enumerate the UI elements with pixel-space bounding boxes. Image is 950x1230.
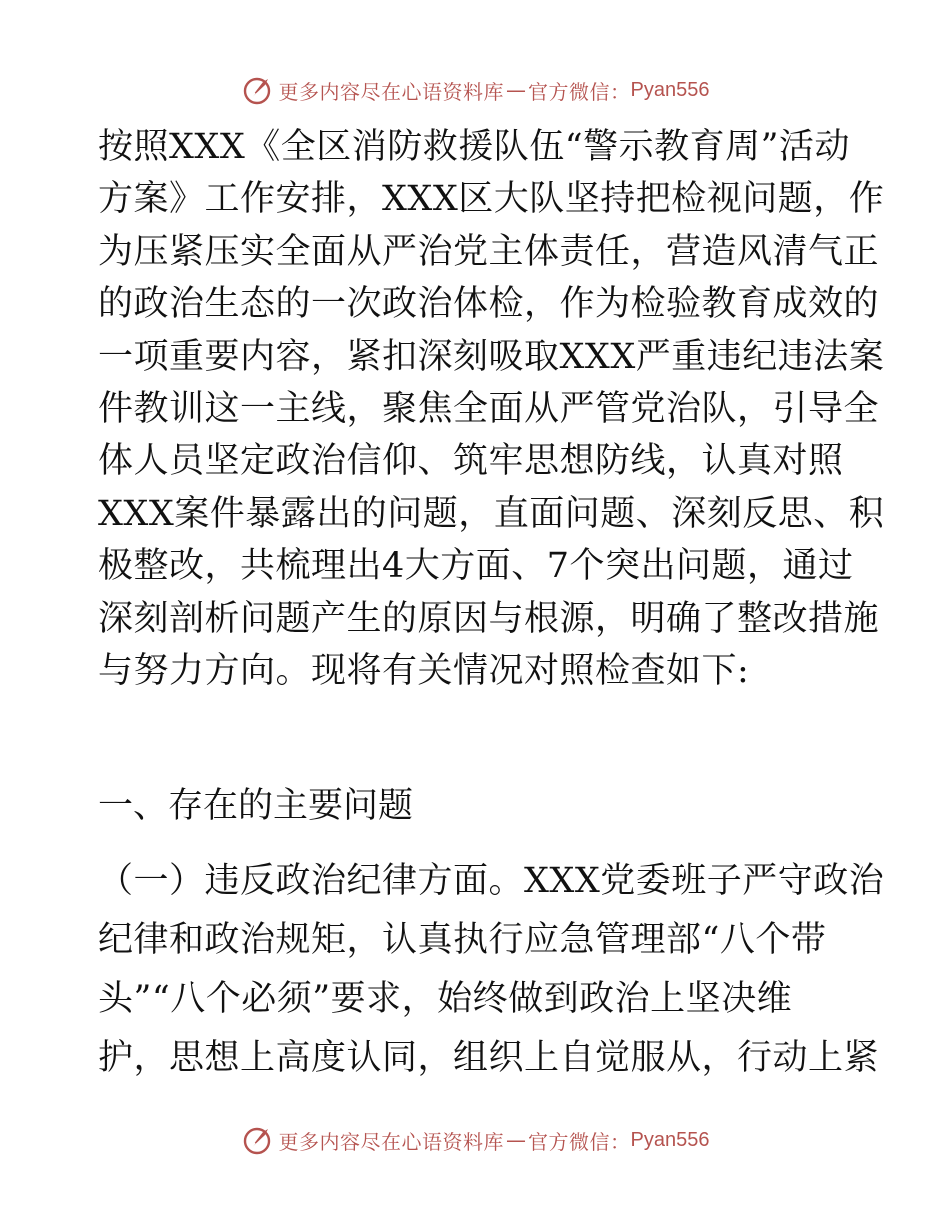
paragraph-line: 按照XXX《全区消防救援队伍“警示教育周”活动 (98, 127, 851, 167)
paragraph-line: 深刻剖析问题产生的原因与根源，明确了整改措施 (98, 598, 880, 639)
watermark-handle: Pyan556 (630, 78, 710, 101)
paragraph-line: 头”“八个必须”要求，始终做到政治上坚决维 (98, 979, 793, 1019)
section-heading: 一、存在的主要问题 (98, 786, 414, 826)
watermark-handle: Pyan556 (630, 1128, 710, 1151)
quill-logo-icon (241, 1123, 275, 1157)
paragraph-line: 的政治生态的一次政治体检，作为检验教育成效的 (98, 284, 880, 325)
header-watermark (0, 70, 950, 110)
watermark-separator: — (506, 78, 527, 102)
paragraph-line: 件教训这一主线，聚焦全面从严管党治队，引导全 (98, 388, 880, 429)
watermark-contact-label: 官方微信： (528, 1129, 631, 1154)
paragraph-line: 极整改，共梳理出4大方面、7个突出问题，通过 (98, 546, 854, 587)
intro-paragraph (98, 121, 885, 697)
watermark-text: 更多内容尽在心语资料库 (278, 79, 505, 104)
paragraph-line: 与努力方向。现将有关情况对照检查如下: (98, 650, 750, 691)
watermark-separator: — (506, 1128, 527, 1152)
paragraph-line: 一项重要内容，紧扣深刻吸取XXX严重违纪违法案 (98, 336, 885, 377)
watermark-text: 更多内容尽在心语资料库 (278, 1129, 505, 1154)
footer-watermark (0, 1120, 950, 1160)
paragraph-line: 纪律和政治规矩，认真执行应急管理部“八个带 (98, 920, 827, 960)
paragraph-line: 护，思想上高度认同，组织上自觉服从，行动上紧 (98, 1038, 880, 1078)
quill-logo-icon (241, 73, 275, 107)
paragraph-line: XXX案件暴露出的问题，直面问题、深刻反思、积 (98, 493, 885, 534)
political-discipline-paragraph (98, 852, 885, 1088)
paragraph-line: 体人员坚定政治信仰、筑牢思想防线，认真对照 (98, 441, 844, 482)
paragraph-line: 为压紧压实全面从严治党主体责任，营造风清气正 (98, 231, 880, 272)
watermark-contact-label: 官方微信： (528, 79, 631, 104)
paragraph-line: （一）违反政治纪律方面。XXX党委班子严守政治 (98, 861, 885, 901)
paragraph-line: 方案》工作安排，XXX区大队坚持把检视问题，作 (98, 179, 885, 220)
